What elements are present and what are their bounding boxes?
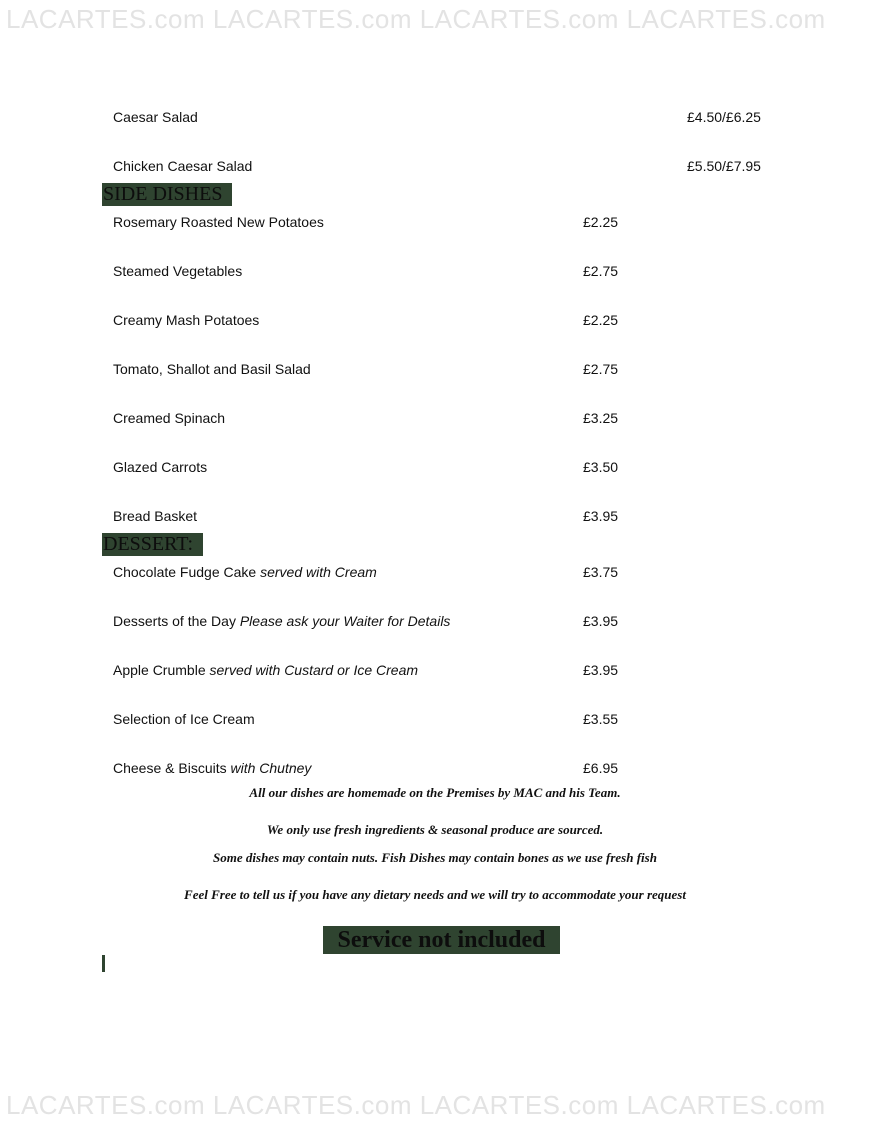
menu-item-name: Steamed Vegetables xyxy=(113,263,243,279)
menu-item xyxy=(113,612,450,630)
menu-item-name: Creamy Mash Potatoes xyxy=(113,312,260,328)
menu-item-price: £3.25 xyxy=(583,410,619,426)
menu-item xyxy=(113,710,255,728)
menu-item xyxy=(113,661,418,679)
menu-item-name: Tomato, Shallot and Basil Salad xyxy=(113,361,311,377)
section-heading-dessert: DESSERT: xyxy=(102,533,203,556)
menu-item-name: Selection of Ice Cream xyxy=(113,711,255,727)
menu-item-name: Chocolate Fudge Cake xyxy=(113,564,257,580)
menu-item-price: £3.55 xyxy=(583,711,619,727)
menu-item-note: served with Custard or Ice Cream xyxy=(209,662,419,678)
menu-item xyxy=(113,563,377,581)
menu-item-price: £2.75 xyxy=(583,361,619,377)
section-heading-side-dishes: SIDE DISHES xyxy=(102,183,232,206)
menu-item-name: Apple Crumble xyxy=(113,662,206,678)
menu-item-note: served with Cream xyxy=(260,564,377,580)
menu-item-name: Bread Basket xyxy=(113,508,198,524)
menu-item-name: Cheese & Biscuits xyxy=(113,760,227,776)
footer-note: We only use fresh ingredients & seasonal produce are sourced. xyxy=(266,822,604,837)
watermark-bottom: LACARTES.com LACARTES.com LACARTES.com LACARTES.com xyxy=(6,1090,826,1120)
menu-item-price: £2.75 xyxy=(583,263,619,279)
menu-item-price: £2.25 xyxy=(583,214,619,230)
footer-note: Feel Free to tell us if you have any dietary needs and we will try to accommodate your request xyxy=(184,887,686,902)
text-cursor xyxy=(102,955,105,972)
menu-item-price: £2.25 xyxy=(583,312,619,328)
menu-item-price: £3.95 xyxy=(583,662,619,678)
menu-item-price: £3.50 xyxy=(583,459,619,475)
menu-item xyxy=(113,759,311,777)
menu-item-name: Desserts of the Day xyxy=(113,613,236,629)
menu-item-price: £3.95 xyxy=(583,508,619,524)
menu-item-name: Creamed Spinach xyxy=(113,410,226,426)
menu-item-name: Chicken Caesar Salad xyxy=(113,158,253,174)
menu-item-note: Please ask your Waiter for Details xyxy=(239,613,451,629)
menu-item-price: £6.95 xyxy=(583,760,619,776)
menu-item-name: Caesar Salad xyxy=(113,109,198,125)
menu-item-price: £4.50/£6.25 xyxy=(687,109,761,125)
watermark-top: LACARTES.com LACARTES.com LACARTES.com LACARTES.com xyxy=(6,4,826,34)
footer-note: Some dishes may contain nuts. Fish Dishes may contain bones as we use fresh fish xyxy=(213,850,657,865)
menu-item-name: Glazed Carrots xyxy=(113,459,208,475)
menu-item-name: Rosemary Roasted New Potatoes xyxy=(113,214,324,230)
menu-item-note: with Chutney xyxy=(230,760,312,776)
service-banner: Service not included xyxy=(323,926,560,954)
menu-item-price: £3.95 xyxy=(583,613,619,629)
footer-note: All our dishes are homemade on the Premises by MAC and his Team. xyxy=(249,785,621,800)
menu-item-price: £3.75 xyxy=(583,564,619,580)
menu-item-price: £5.50/£7.95 xyxy=(687,158,761,174)
